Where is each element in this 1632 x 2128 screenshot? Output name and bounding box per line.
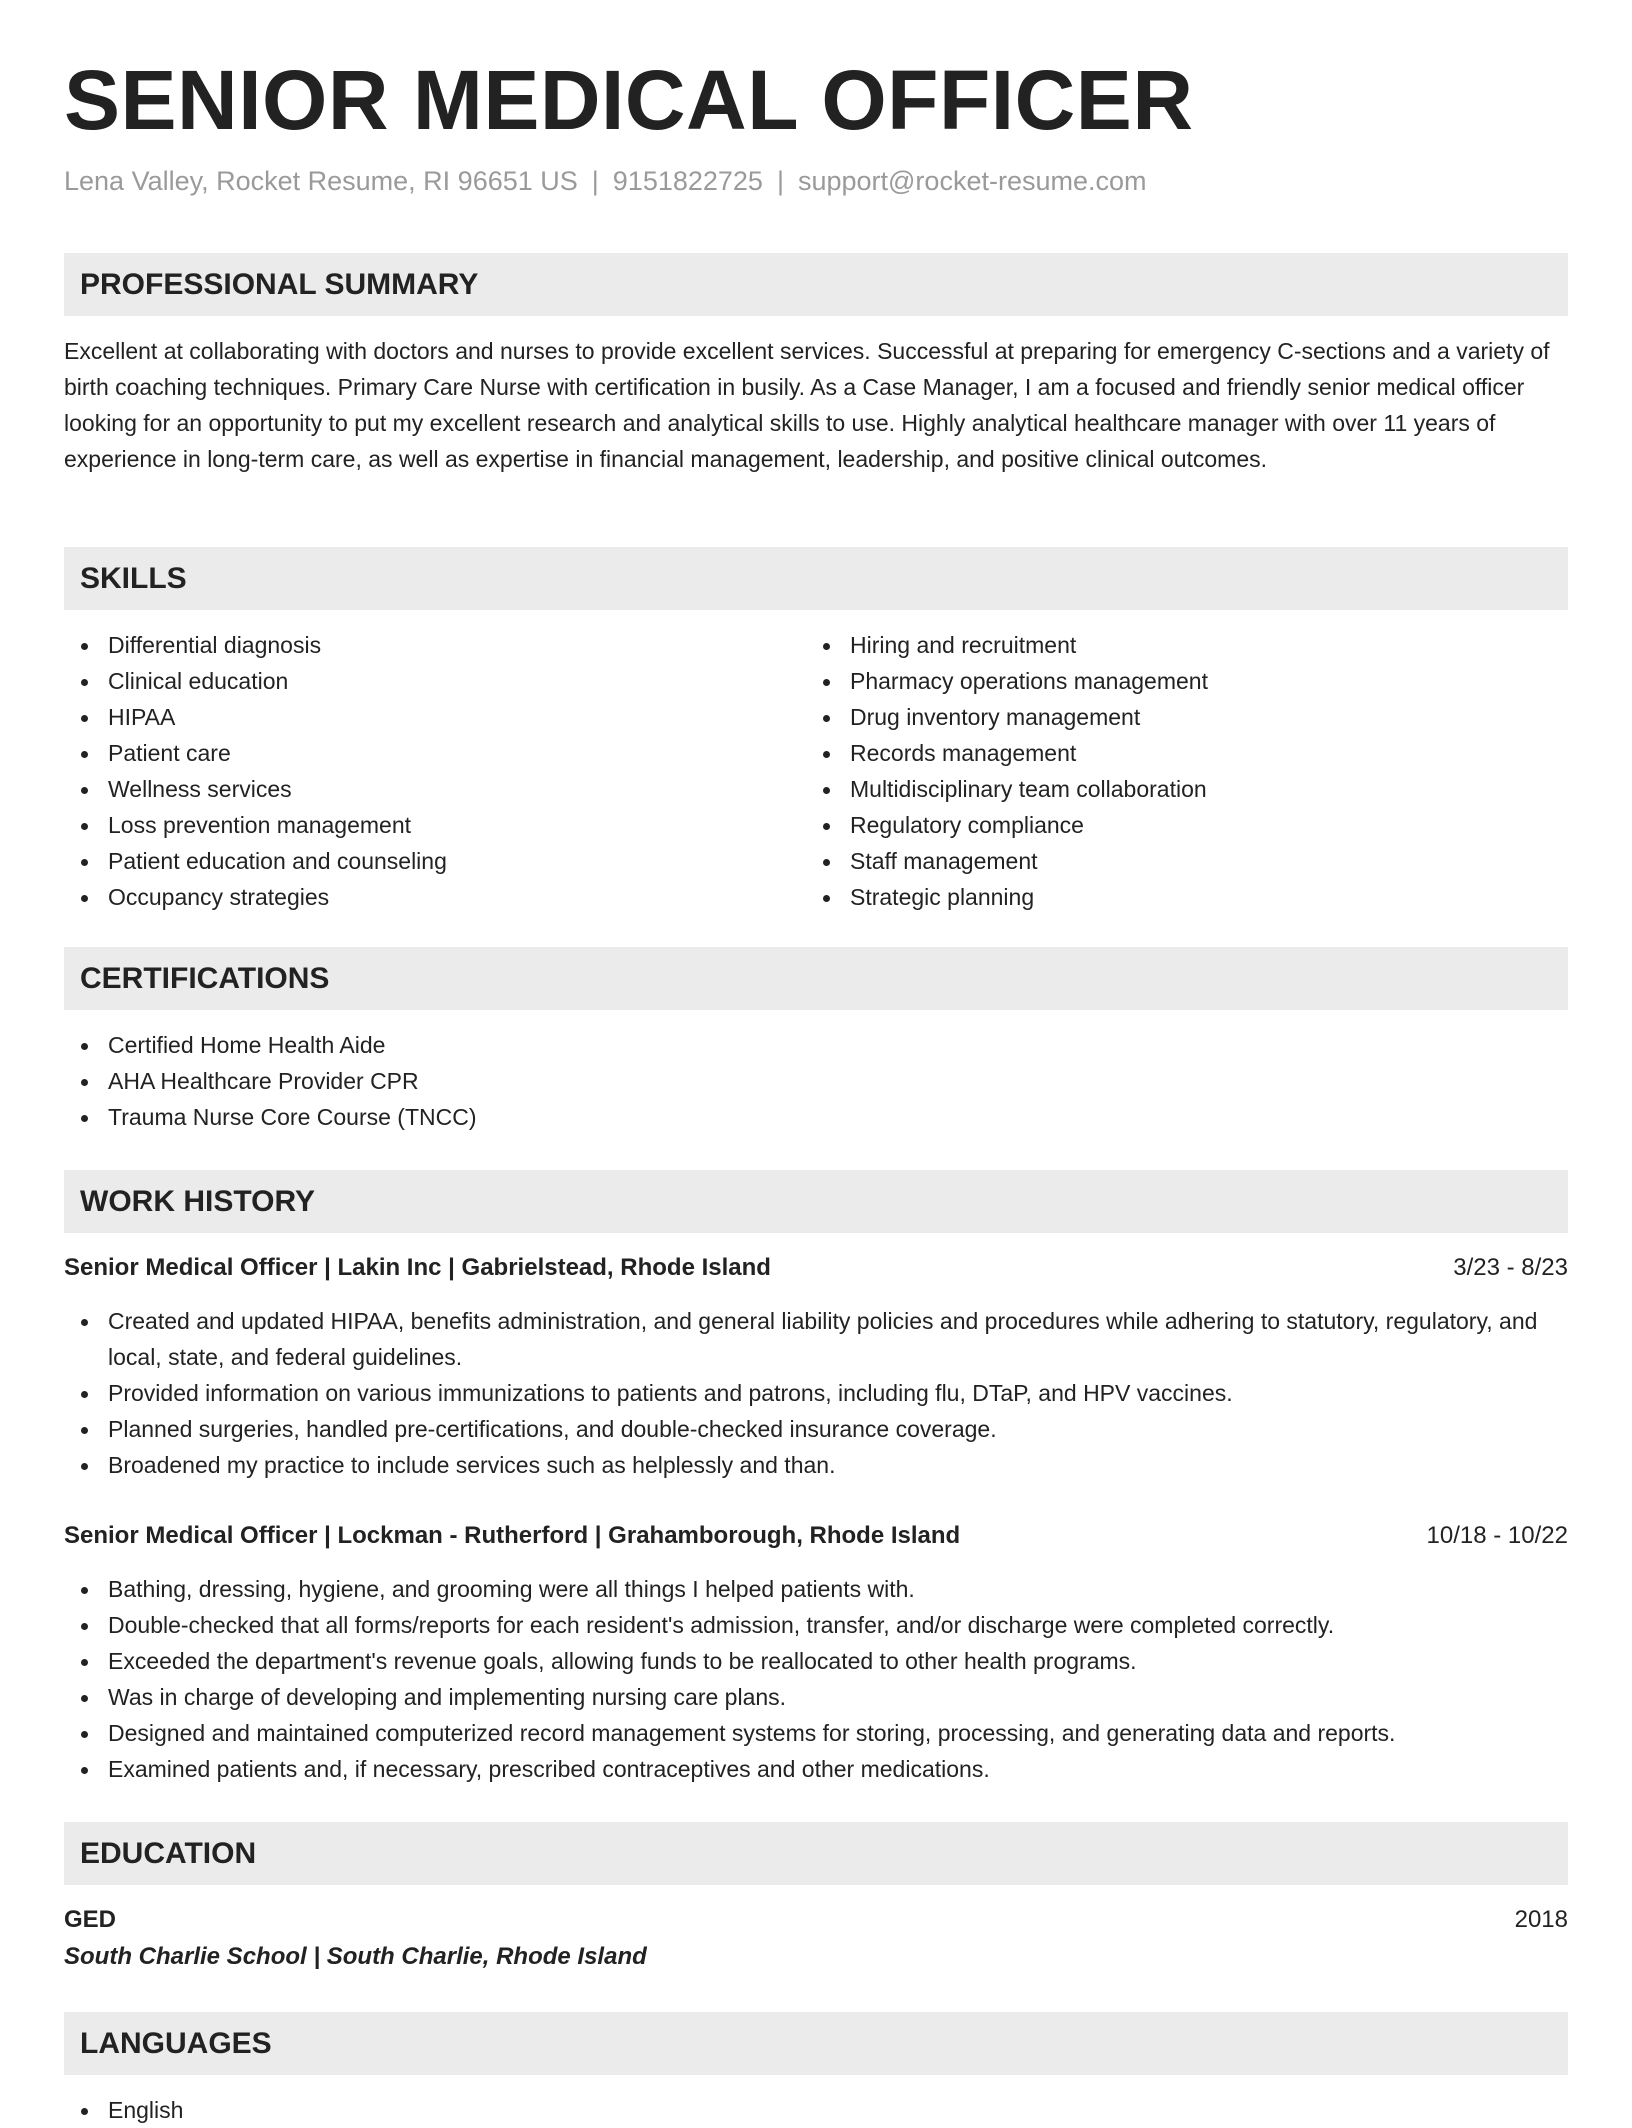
job-bullet: Broadened my practice to include services such as helplessly and than.: [64, 1447, 1568, 1483]
skill-item: Multidisciplinary team collaboration: [806, 771, 1546, 807]
address: Lena Valley, Rocket Resume, RI 96651 US: [64, 166, 578, 196]
email: support@rocket-resume.com: [797, 166, 1147, 196]
skill-item: Drug inventory management: [806, 699, 1546, 735]
skill-item: Patient education and counseling: [64, 843, 804, 879]
certifications-list: [64, 1027, 1568, 1135]
job-bullet: Examined patients and, if necessary, prescribed contraceptives and other medications.: [64, 1751, 1568, 1787]
section-heading-certifications: CERTIFICATIONS: [64, 947, 1568, 1010]
skills-list-left: [64, 627, 804, 915]
job-title: Senior Medical Officer | Lakin Inc | Gabrielstead, Rhode Island: [64, 1254, 771, 1281]
section-heading-work-history: WORK HISTORY: [64, 1170, 1568, 1233]
job-bullet: Was in charge of developing and implementing nursing care plans.: [64, 1679, 1568, 1715]
skill-item: Staff management: [806, 843, 1546, 879]
job-bullets: [64, 1303, 1568, 1483]
certification-item: AHA Healthcare Provider CPR: [64, 1063, 1568, 1099]
job-bullet: Created and updated HIPAA, benefits administration, and general liability policies and procedures while adhering to statutory, regulatory, and local, state, and federal guidelines.: [64, 1303, 1568, 1375]
skill-item: Loss prevention management: [64, 807, 804, 843]
education-year: 2018: [1514, 1906, 1568, 1933]
job-dates: 3/23 - 8/23: [1453, 1254, 1568, 1281]
job-dates: 10/18 - 10/22: [1426, 1522, 1568, 1549]
contact-separator: |: [591, 166, 599, 196]
section-heading-languages: LANGUAGES: [64, 2012, 1568, 2075]
job-bullet: Provided information on various immunizations to patients and patrons, including flu, DTaP, and HPV vaccines.: [64, 1375, 1568, 1411]
skill-item: Wellness services: [64, 771, 804, 807]
skill-item: Patient care: [64, 735, 804, 771]
job-bullet: Designed and maintained computerized record management systems for storing, processing, and generating data and reports.: [64, 1715, 1568, 1751]
skill-item: Strategic planning: [806, 879, 1546, 915]
job-title: Senior Medical Officer | Lockman - Rutherford | Grahamborough, Rhode Island: [64, 1522, 961, 1549]
summary-text: Excellent at collaborating with doctors and nurses to provide excellent services. Successful at preparing for emergency C-sections and a variety of birth coaching techniques. Primary Care Nurse with certification in busily. As a Case Manager, I am a focused and friendly senior medical officer looking for an opportunity to put my excellent research and analytical skills to use. Highly analytical healthcare manager with over 11 years of experience in long-term care, as well as expertise in financial management, leadership, and positive clinical outcomes.: [64, 338, 1550, 472]
job-bullet: Double-checked that all forms/reports for each resident's admission, transfer, and/or discharge were completed correctly.: [64, 1607, 1568, 1643]
skill-item: Clinical education: [64, 663, 804, 699]
languages-list: [64, 2092, 1568, 2128]
job-bullet: Bathing, dressing, hygiene, and grooming were all things I helped patients with.: [64, 1571, 1568, 1607]
certification-item: Trauma Nurse Core Course (TNCC): [64, 1099, 1568, 1135]
phone: 9151822725: [612, 166, 763, 196]
skill-item: HIPAA: [64, 699, 804, 735]
certification-item: Certified Home Health Aide: [64, 1027, 1568, 1063]
section-heading-education: EDUCATION: [64, 1822, 1568, 1885]
contact-separator: |: [776, 166, 784, 196]
job-bullets: [64, 1571, 1568, 1787]
education-degree: GED: [64, 1906, 117, 1933]
section-heading-summary: PROFESSIONAL SUMMARY: [64, 253, 1568, 316]
job-bullet: Exceeded the department's revenue goals, allowing funds to be reallocated to other health programs.: [64, 1643, 1568, 1679]
skills-list-right: [806, 627, 1546, 915]
education-school: South Charlie School | South Charlie, Rhode Island: [64, 1943, 647, 1970]
skill-item: Occupancy strategies: [64, 879, 804, 915]
section-heading-skills: SKILLS: [64, 547, 1568, 610]
applicant-title: SENIOR MEDICAL OFFICER: [64, 53, 1194, 147]
language-item: English: [64, 2092, 1568, 2128]
skill-item: Hiring and recruitment: [806, 627, 1546, 663]
skill-item: Regulatory compliance: [806, 807, 1546, 843]
skill-item: Differential diagnosis: [64, 627, 804, 663]
job-bullet: Planned surgeries, handled pre-certifications, and double-checked insurance coverage.: [64, 1411, 1568, 1447]
skill-item: Records management: [806, 735, 1546, 771]
skill-item: Pharmacy operations management: [806, 663, 1546, 699]
contact-line: [64, 166, 1147, 197]
